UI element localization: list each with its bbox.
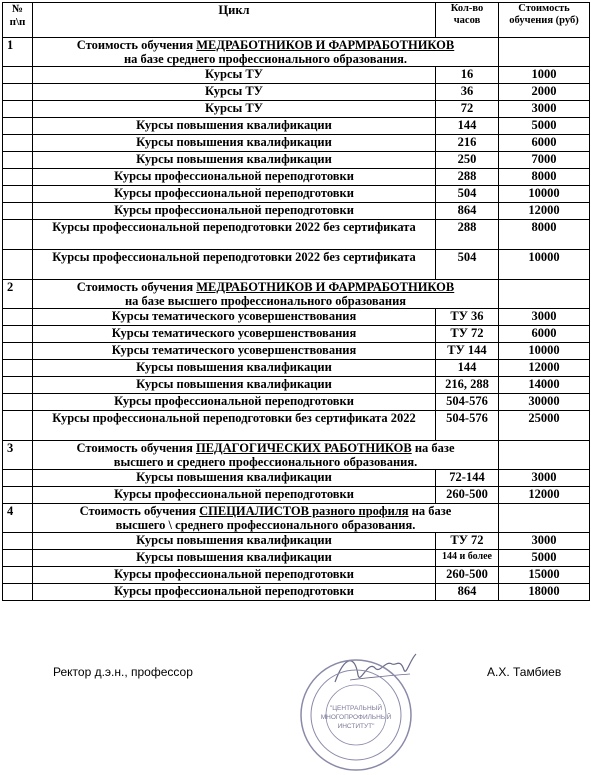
course-cost: 15000 [499,567,590,584]
course-name: Курсы повышения квалификации [33,377,436,394]
row-num-cell [3,101,33,118]
course-hours: 864 [436,584,499,601]
header-cycle: Цикл [33,3,436,38]
table-row [3,487,590,504]
row-num-cell [3,584,33,601]
course-name: Курсы профессиональной переподготовки [33,394,436,411]
course-cost: 10000 [499,250,590,280]
price-table-body [3,3,590,601]
table-row [3,326,590,343]
price-table [2,2,590,601]
section-empty-cell [499,504,590,533]
course-hours: 144 и более [436,550,499,567]
row-num-cell [3,67,33,84]
table-row [3,135,590,152]
course-name: Курсы профессиональной переподготовки [33,186,436,203]
course-name: Курсы повышения квалификации [33,550,436,567]
course-hours: 216 [436,135,499,152]
table-row [3,118,590,135]
row-num-cell [3,343,33,360]
course-hours: 288 [436,220,499,250]
row-num-cell [3,118,33,135]
table-row [3,567,590,584]
row-num-cell [3,169,33,186]
course-cost: 25000 [499,411,590,441]
course-cost: 5000 [499,118,590,135]
header-num: № п\п [3,3,33,38]
course-hours: 260-500 [436,567,499,584]
section-title-suffix: на базе среднего профессионального образования. [123,52,408,66]
course-name: Курсы профессиональной переподготовки [33,584,436,601]
section-empty-cell [499,38,590,67]
course-hours: 504 [436,186,499,203]
section-header-row [3,504,590,533]
table-header-row [3,3,590,38]
section-title-emphasis: МЕДРАБОТНИКОВ И ФАРМРАБОТНИКОВ [196,280,455,294]
section-title-prefix: Стоимость обучения [76,38,197,52]
course-cost: 6000 [499,135,590,152]
section-title [33,280,499,309]
section-title [33,38,499,67]
row-num-cell [3,203,33,220]
course-cost: 6000 [499,326,590,343]
course-name: Курсы тематического усовершенствования [33,309,436,326]
section-title-suffix: на базе высшего профессионального образования [124,294,407,308]
row-num-cell [3,567,33,584]
course-name: Курсы профессиональной переподготовки без сертификата 2022 [33,411,436,441]
course-name: Курсы профессиональной переподготовки [33,169,436,186]
row-num-cell [3,84,33,101]
row-num-cell [3,470,33,487]
header-hours: Кол-во часов [436,3,499,38]
course-name: Курсы повышения квалификации [33,533,436,550]
course-cost: 3000 [499,533,590,550]
course-cost: 18000 [499,584,590,601]
course-hours: 144 [436,118,499,135]
row-num-cell [3,377,33,394]
section-number: 1 [3,38,33,67]
course-hours: ТУ 72 [436,326,499,343]
svg-text:МНОГОПРОФИЛЬНЫЙ: МНОГОПРОФИЛЬНЫЙ [320,714,392,721]
course-cost: 12000 [499,203,590,220]
table-row [3,67,590,84]
row-num-cell [3,309,33,326]
course-hours: 250 [436,152,499,169]
course-cost: 30000 [499,394,590,411]
course-hours: 16 [436,67,499,84]
course-cost: 3000 [499,101,590,118]
row-num-cell [3,550,33,567]
course-cost: 5000 [499,550,590,567]
course-name: Курсы профессиональной переподготовки [33,203,436,220]
course-hours: 864 [436,203,499,220]
svg-text:ИНСТИТУТ": ИНСТИТУТ" [337,723,375,730]
header-cost: Стоимость обучения (руб) [499,3,590,38]
course-hours: 144 [436,360,499,377]
table-row [3,470,590,487]
row-num-cell [3,152,33,169]
course-hours: ТУ 144 [436,343,499,360]
section-number: 4 [3,504,33,533]
section-title-emphasis: ПЕДАГОГИЧЕСКИХ РАБОТНИКОВ [195,441,412,455]
section-number: 2 [3,280,33,309]
course-cost: 3000 [499,470,590,487]
section-header-row [3,38,590,67]
section-title-prefix: Стоимость обучения [76,280,197,294]
course-name: Курсы повышения квалификации [33,470,436,487]
table-row [3,584,590,601]
table-row [3,203,590,220]
section-number: 3 [3,441,33,470]
course-cost: 12000 [499,487,590,504]
row-num-cell [3,135,33,152]
section-title-prefix: Стоимость обучения [79,504,200,518]
course-hours: ТУ 36 [436,309,499,326]
svg-text:"ЦЕНТРАЛЬНЫЙ: "ЦЕНТРАЛЬНЫЙ [329,705,383,712]
course-name: Курсы профессиональной переподготовки [33,567,436,584]
row-num-cell [3,220,33,250]
section-title-emphasis: МЕДРАБОТНИКОВ И ФАРМРАБОТНИКОВ [196,38,455,52]
table-row [3,186,590,203]
course-name: Курсы ТУ [33,67,436,84]
seal-stamp [296,655,416,775]
course-name: Курсы профессиональной переподготовки [33,487,436,504]
table-row [3,533,590,550]
row-num-cell [3,250,33,280]
table-row [3,152,590,169]
table-row [3,394,590,411]
course-hours: 504 [436,250,499,280]
course-hours: 72 [436,101,499,118]
table-row [3,169,590,186]
table-row [3,411,590,441]
section-empty-cell [499,280,590,309]
course-cost: 12000 [499,360,590,377]
signer-name: А.Х. Тамбиев [487,665,562,679]
table-row [3,84,590,101]
course-cost: 8000 [499,169,590,186]
course-cost: 1000 [499,67,590,84]
course-name: Курсы повышения квалификации [33,152,436,169]
section-title-suffix: на базе высшего \ среднего профессионального образования. [115,504,452,532]
course-name: Курсы тематического усовершенствования [33,326,436,343]
row-num-cell [3,326,33,343]
course-cost: 8000 [499,220,590,250]
course-name: Курсы тематического усовершенствования [33,343,436,360]
row-num-cell [3,394,33,411]
row-num-cell [3,533,33,550]
course-hours: 260-500 [436,487,499,504]
course-hours: 288 [436,169,499,186]
course-hours: ТУ 72 [436,533,499,550]
course-cost: 10000 [499,186,590,203]
section-header-row [3,280,590,309]
course-cost: 10000 [499,343,590,360]
table-row [3,550,590,567]
table-row [3,101,590,118]
section-empty-cell [499,441,590,470]
row-num-cell [3,186,33,203]
course-cost: 14000 [499,377,590,394]
section-title-emphasis: СПЕЦИАЛИСТОВ разного профиля [199,504,409,518]
course-name: Курсы профессиональной переподготовки 2022 без сертификата [33,250,436,280]
course-name: Курсы повышения квалификации [33,118,436,135]
table-row [3,360,590,377]
course-name: Курсы ТУ [33,84,436,101]
course-name: Курсы профессиональной переподготовки 2022 без сертификата [33,220,436,250]
section-title-suffix: на базе высшего и среднего профессионального образования. [113,441,455,469]
course-name: Курсы повышения квалификации [33,135,436,152]
course-cost: 2000 [499,84,590,101]
course-hours: 504-576 [436,411,499,441]
section-title-prefix: Стоимость обучения [76,441,196,455]
course-name: Курсы повышения квалификации [33,360,436,377]
course-hours: 36 [436,84,499,101]
section-title [33,441,499,470]
course-hours: 72-144 [436,470,499,487]
course-hours: 216, 288 [436,377,499,394]
course-hours: 504-576 [436,394,499,411]
table-row [3,377,590,394]
section-header-row [3,441,590,470]
table-row [3,220,590,250]
table-row [3,250,590,280]
row-num-cell [3,411,33,441]
course-name: Курсы ТУ [33,101,436,118]
row-num-cell [3,360,33,377]
section-title [33,504,499,533]
course-cost: 7000 [499,152,590,169]
row-num-cell [3,487,33,504]
table-row [3,309,590,326]
table-row [3,343,590,360]
course-cost: 3000 [499,309,590,326]
rector-title: Ректор д.э.н., профессор [53,665,193,679]
